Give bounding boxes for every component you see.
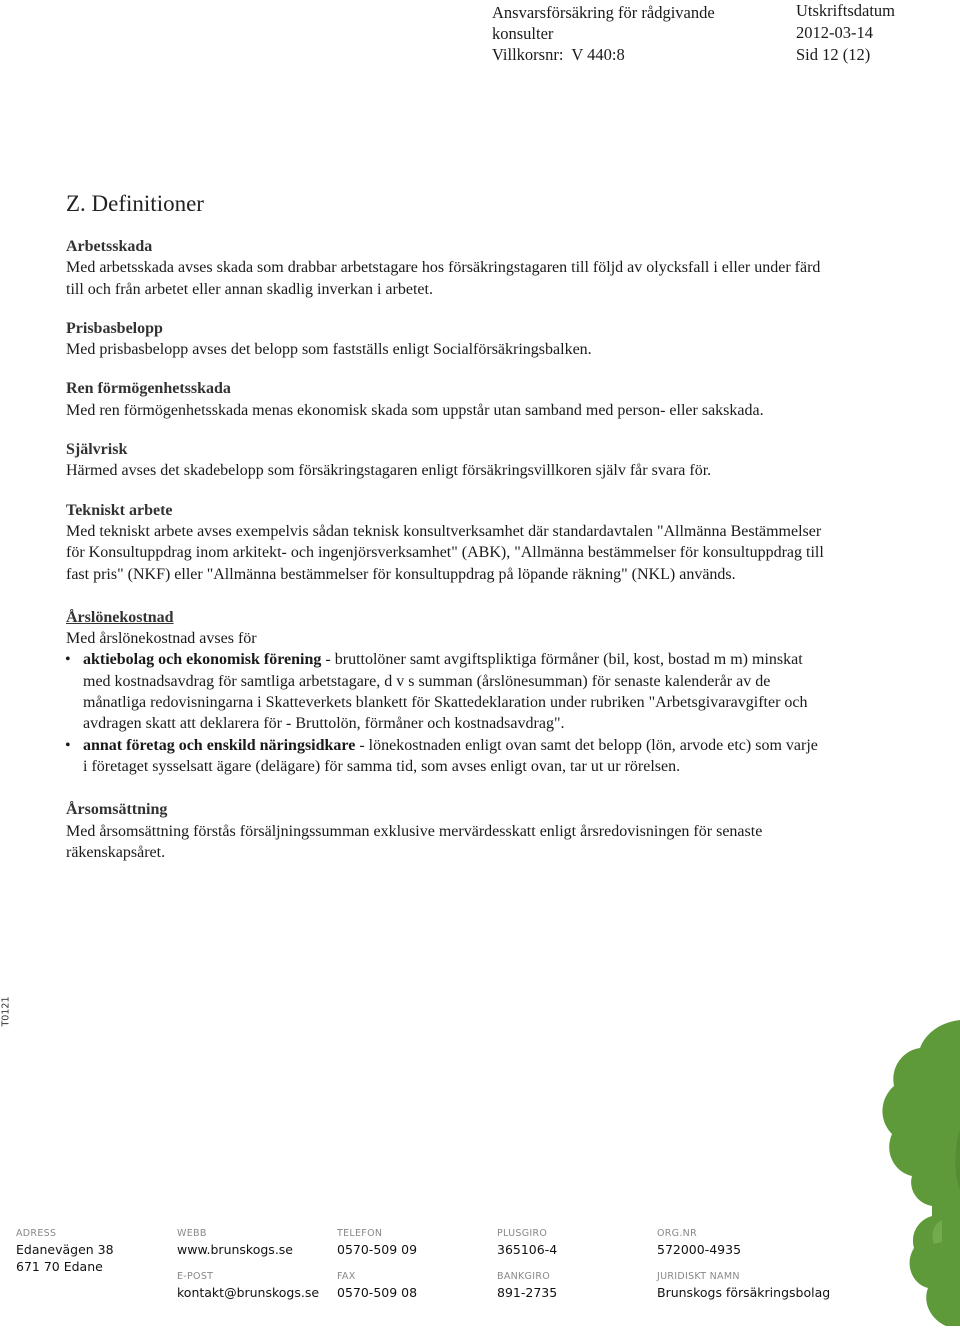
definition-ren-formogenhetsskada bbox=[66, 378, 826, 421]
definition-sjalvrisk bbox=[66, 439, 826, 482]
fax-label: FAX bbox=[337, 1271, 356, 1282]
side-code-text: T0121 bbox=[0, 996, 12, 1027]
bullet-text: - bruttolöner samt avgiftspliktiga förmåner (bil, kost, bostad m m) minskat med kostnadsavdrag för samtliga arbetstagare, d v s summan (årslönesumman) för senaste kalenderår av de månatliga redovisningarna i Skatteverkets blankett för Skattedeklaration under rubriken "Arbetsgivaravgifter och avdragen skatt att deklarera för - Bruttolön, förmåner och kostnadsavdrag". bbox=[83, 651, 808, 733]
side-code bbox=[0, 996, 14, 1030]
definition-term: Årslönekostnad bbox=[66, 608, 174, 626]
email-link[interactable]: kontakt@brunskogs.se bbox=[177, 1285, 320, 1300]
bullet-icon: • bbox=[65, 651, 71, 669]
bankgiro-value: 891-2735 bbox=[497, 1285, 558, 1300]
footer-phone bbox=[337, 1225, 417, 1301]
definition-arbetsskada bbox=[66, 236, 826, 300]
phone-label: TELEFON bbox=[337, 1228, 383, 1239]
bullet-text: - lönekostnaden enligt ovan samt det belopp (lön, arvode etc) som varje i företaget sysselsatt ägare (delägare) för samma tid, som avses enligt ovan, tar ut ur rörelsen. bbox=[83, 736, 818, 775]
address-label: ADRESS bbox=[16, 1228, 57, 1239]
definition-term: Tekniskt arbete bbox=[66, 501, 173, 519]
definition-tekniskt-arbete bbox=[66, 500, 826, 585]
tree-logo-icon bbox=[860, 1020, 960, 1330]
terms-number: Villkorsnr: V 440:8 bbox=[492, 45, 625, 64]
bullet-bold: aktiebolag och ekonomisk förening bbox=[83, 651, 322, 669]
plusgiro-value: 365106-4 bbox=[497, 1242, 558, 1257]
print-info bbox=[796, 0, 895, 65]
footer-address bbox=[16, 1225, 114, 1275]
definition-text: Härmed avses det skadebelopp som försäkringstagaren enligt försäkringsvillkoren själv får svara för. bbox=[66, 462, 712, 480]
fax-value: 0570-509 08 bbox=[337, 1285, 418, 1300]
footer-web bbox=[177, 1225, 319, 1301]
web-label: WEBB bbox=[177, 1228, 207, 1239]
plusgiro-label: PLUSGIRO bbox=[497, 1228, 548, 1239]
print-date: 2012-03-14 bbox=[796, 23, 873, 42]
page-number: Sid 12 (12) bbox=[796, 45, 871, 64]
list-item bbox=[66, 735, 826, 778]
legal-name-label: JURIDISKT NAMN bbox=[657, 1271, 740, 1282]
definition-text: Med ren förmögenhetsskada menas ekonomisk skada som uppstår utan samband med person- eller sakskada. bbox=[66, 401, 764, 419]
phone-value: 0570-509 09 bbox=[337, 1242, 418, 1257]
footer-org bbox=[657, 1225, 830, 1301]
definition-arslonekostnad bbox=[66, 607, 826, 777]
definition-text: Med årsomsättning förstås försäljningssumman exklusive mervärdesskatt enligt årsredovisningen för senaste räkenskapsåret. bbox=[66, 822, 763, 861]
email-label: E-POST bbox=[177, 1271, 214, 1282]
orgnr-label: ORG.NR bbox=[657, 1228, 697, 1239]
definition-term: Självrisk bbox=[66, 441, 128, 459]
definition-text: Med tekniskt arbete avses exempelvis sådan teknisk konsultverksamhet där standardavtalen "Allmänna Bestämmelser för Konsultuppdrag inom arkitekt- och ingenjörsverksamhet" (ABK), "Allmänna bestämmelser för konsultuppdrag till fast pris" (NKF) eller "Allmänna bestämmelser för konsultuppdrag på löpande räkning" (NKL) används. bbox=[66, 522, 824, 583]
print-date-label: Utskriftsdatum bbox=[796, 1, 895, 20]
section-title: Z. Definitioner bbox=[66, 191, 204, 216]
footer-giro bbox=[497, 1225, 557, 1301]
doc-title-line2: konsulter bbox=[492, 24, 554, 43]
doc-title-line1: Ansvarsförsäkring för rådgivande bbox=[492, 3, 715, 22]
bullet-list bbox=[66, 649, 826, 777]
definition-text: Med prisbasbelopp avses det belopp som fastställs enligt Socialförsäkringsbalken. bbox=[66, 341, 592, 359]
definition-term: Årsomsättning bbox=[66, 801, 168, 819]
list-item bbox=[66, 649, 826, 734]
main-content bbox=[66, 190, 826, 881]
bankgiro-label: BANKGIRO bbox=[497, 1271, 550, 1282]
definition-term: Prisbasbelopp bbox=[66, 319, 163, 337]
bullet-bold: annat företag och enskild näringsidkare bbox=[83, 736, 356, 754]
definition-text: Med arbetsskada avses skada som drabbar arbetstagare hos försäkringstagaren till följd av olycksfall i eller under färd till och från arbetet eller annan skadlig inverkan i arbetet. bbox=[66, 259, 821, 298]
definition-term: Ren förmögenhetsskada bbox=[66, 380, 231, 398]
address-line2: 671 70 Edane bbox=[16, 1259, 103, 1274]
orgnr-value: 572000-4935 bbox=[657, 1242, 742, 1257]
definition-arsomsattning bbox=[66, 799, 826, 863]
definition-prisbasbelopp bbox=[66, 318, 826, 361]
definition-intro: Med årslönekostnad avses för bbox=[66, 630, 257, 648]
address-line1: Edanevägen 38 bbox=[16, 1242, 114, 1257]
bullet-icon: • bbox=[65, 736, 71, 754]
legal-name-value: Brunskogs försäkringsbolag bbox=[657, 1285, 831, 1300]
web-link[interactable]: www.brunskogs.se bbox=[177, 1242, 293, 1257]
definition-term: Arbetsskada bbox=[66, 238, 153, 255]
document-header bbox=[492, 2, 715, 65]
